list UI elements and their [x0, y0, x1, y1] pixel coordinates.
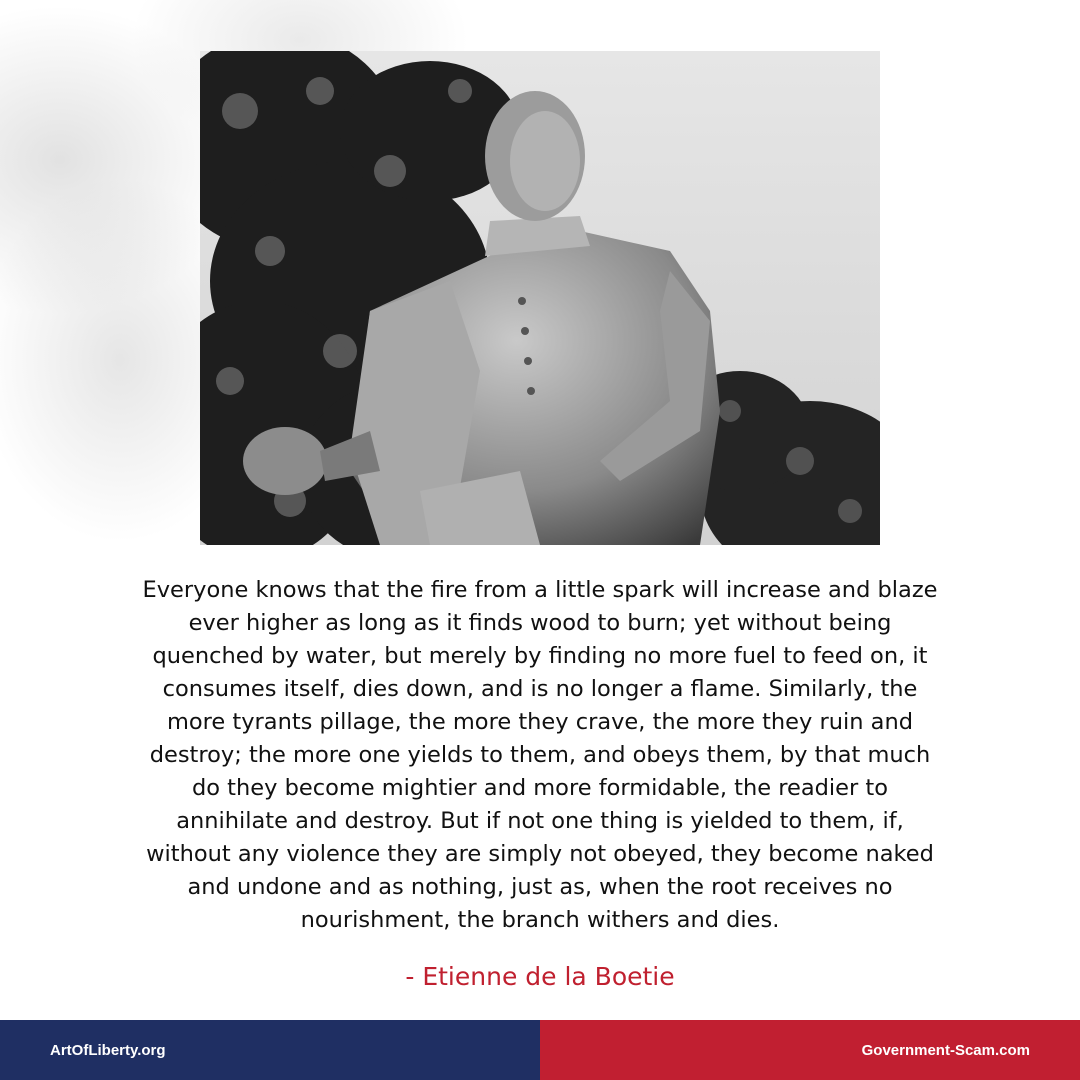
quote-line: ever higher as long as it finds wood to burn; yet without being [188, 610, 892, 636]
quote-line: Everyone knows that the fire from a little spark will increase and blaze [142, 577, 938, 603]
quote-line: and undone and as nothing, just as, when the root receives no [187, 874, 893, 900]
quote-author: - Etienne de la Boetie [405, 962, 675, 991]
footer-right-site[interactable] [540, 1020, 1080, 1080]
quote-line: destroy; the more one yields to them, and obeys them, by that much [149, 742, 931, 768]
quote-line: nourishment, the branch withers and dies. [300, 907, 780, 933]
statue-photo [200, 51, 880, 545]
quote-line: without any violence they are simply not obeyed, they become naked [146, 841, 934, 867]
footer-bar [0, 1020, 1080, 1080]
quote-line: consumes itself, dies down, and is no longer a flame. Similarly, the [162, 676, 918, 702]
footer-left-site-label: ArtOfLiberty.org [50, 1041, 166, 1059]
footer-right-site-label: Government-Scam.com [861, 1041, 1030, 1059]
footer-left-site[interactable] [0, 1020, 540, 1080]
quote-line: more tyrants pillage, the more they crave, the more they ruin and [166, 709, 913, 735]
quote-line: quenched by water, but merely by finding no more fuel to feed on, it [152, 643, 928, 669]
quote-line: do they become mightier and more formidable, the readier to [191, 775, 888, 801]
quote-text [40, 574, 1040, 937]
quote-line: annihilate and destroy. But if not one thing is yielded to them, if, [176, 808, 904, 834]
